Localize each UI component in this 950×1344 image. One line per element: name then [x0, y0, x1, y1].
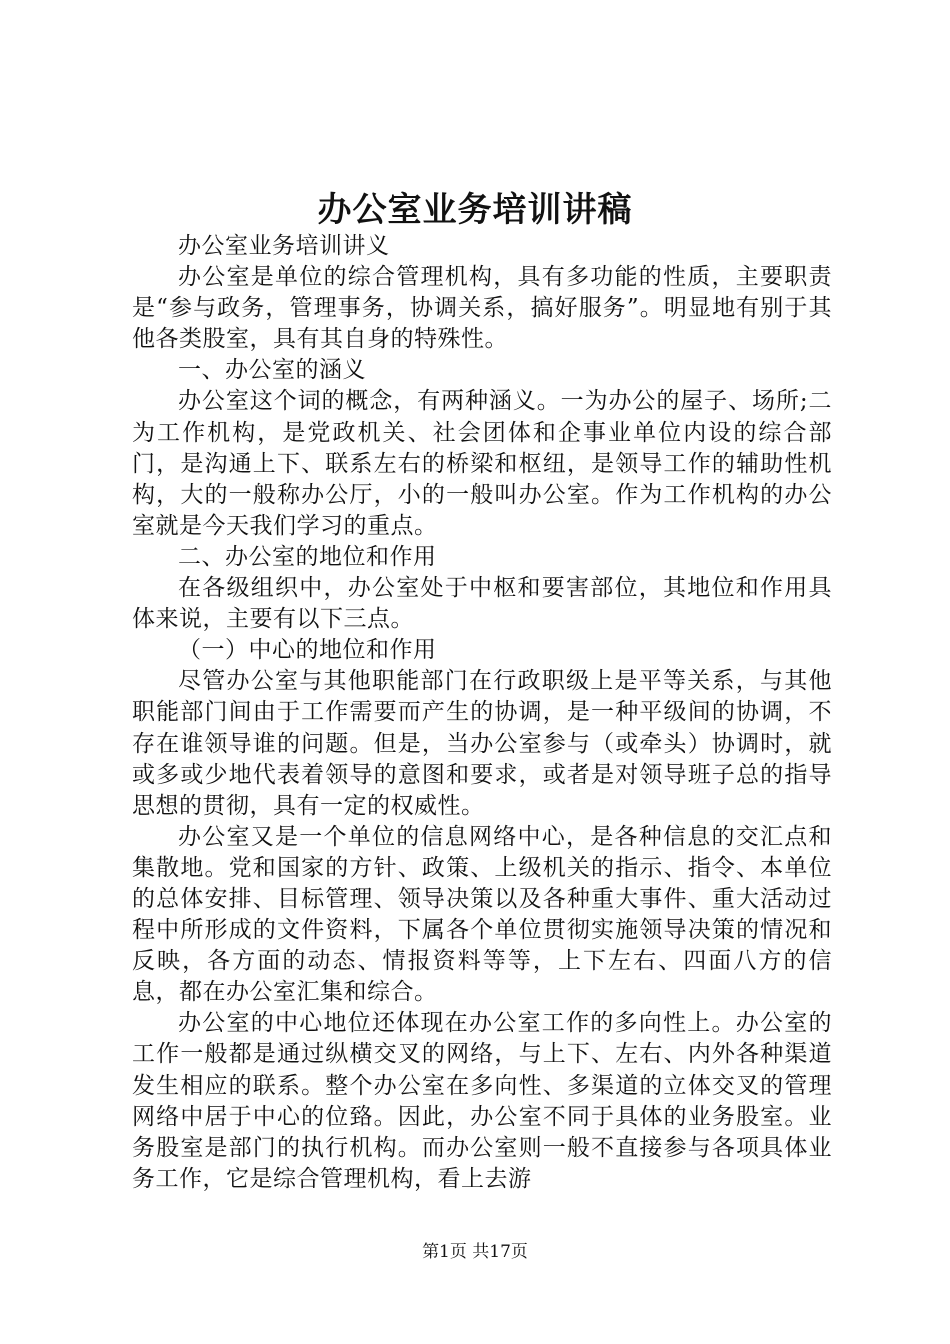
- document-title: 办公室业务培训讲稿: [317, 190, 633, 230]
- subsection-heading: （一）中心的地位和作用: [178, 637, 437, 664]
- section-heading: 一、办公室的涵义: [178, 357, 366, 384]
- section-heading: 二、办公室的地位和作用: [178, 543, 437, 570]
- paragraph: 办公室的中心地位还体现在办公室工作的多向性上。办公室的工作一般都是通过纵横交叉的网络，与上下、左右、内外各种渠道发生相应的联系。整个办公室在多向性、多渠道的立体交叉的管理网络中居于中心的位臵。因此，办公室不同于具体的业务股室。业务股室是部门的执行机构。而办公室则一般不直接参与各项具体业务工作，它是综合管理机构，看上去游: [132, 1010, 832, 1192]
- paragraph: 尽管办公室与其他职能部门在行政职级上是平等关系，与其他职能部门间由于工作需要而产生的协调，是一种平级间的协调，不存在谁领导谁的问题。但是，当办公室参与（或牵头）协调时，就或多或少地代表着领导的意图和要求，或者是对领导班子总的指导思想的贯彻，具有一定的权威性。: [132, 668, 832, 819]
- paragraph: 办公室这个词的概念，有两种涵义。一为办公的屋子、场所;二为工作机构，是党政机关、社会团体和企事业单位内设的综合部门，是沟通上下、联系左右的桥梁和枢纽，是领导工作的辅助性机构，大的一般称办公厅，小的一般叫办公室。作为工作机构的办公室就是今天我们学习的重点。: [132, 388, 832, 539]
- paragraph: 办公室业务培训讲义: [178, 233, 390, 259]
- page-footer: 第1页 共17页: [422, 1242, 528, 1262]
- document-body: [132, 231, 832, 1195]
- paragraph: 办公室是单位的综合管理机构，具有多功能的性质，主要职责是“参与政务，管理事务，协调关系，搞好服务”。明显地有别于其他各类股室，具有其自身的特殊性。: [132, 264, 832, 353]
- paragraph: 办公室又是一个单位的信息网络中心，是各种信息的交汇点和集散地。党和国家的方针、政策、上级机关的指示、指令、本单位的总体安排、目标管理、领导决策以及各种重大事件、重大活动过程中所形成的文件资料，下属各个单位贯彻实施领导决策的情况和反映，各方面的动态、情报资料等等，上下左右、四面八方的信息，都在办公室汇集和综合。: [132, 823, 832, 1006]
- paragraph: 在各级组织中，办公室处于中枢和要害部位，其地位和作用具体来说，主要有以下三点。: [132, 575, 832, 633]
